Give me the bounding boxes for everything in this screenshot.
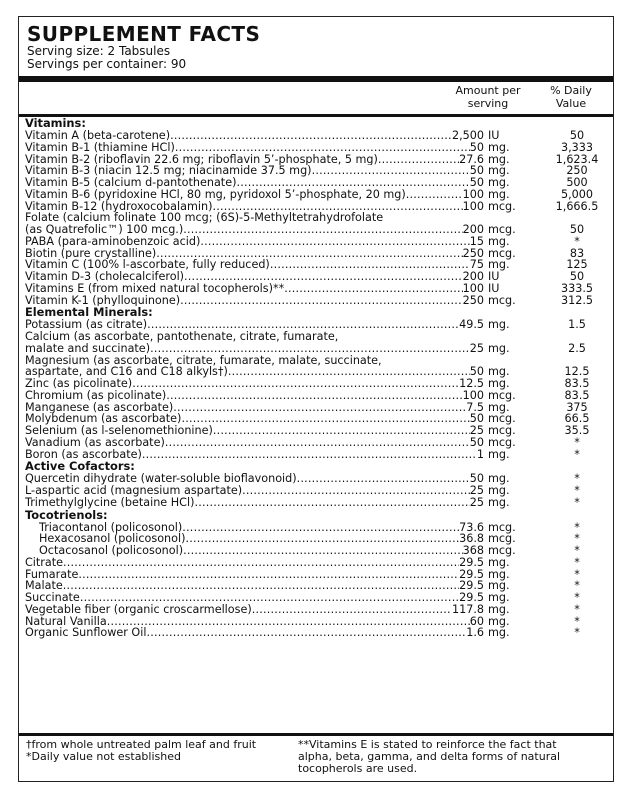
daily-value-percent: 1.5 [568,318,586,332]
nutrient-name-line [25,295,484,307]
daily-value-percent: 66.5 [564,412,590,426]
nutrient-name-line [25,224,484,236]
dot-leader [182,522,459,534]
nutrient-row [25,271,607,283]
nutrient-row [25,283,607,295]
amount-value: 25 [469,485,484,497]
amount-unit: mg. [488,555,510,569]
nutrient-name-line [25,259,484,271]
nutrient-name: Quercetin dihydrate (water-soluble bioflavonoid) [25,473,297,485]
daily-value-percent: 83.5 [564,388,590,402]
amount-unit: mg. [488,234,510,248]
nutrient-row [25,473,607,485]
facts-header [19,17,613,71]
dot-leader [173,402,466,414]
dot-leader [150,343,470,355]
dot-leader [142,449,477,461]
amount-unit: mg. [488,258,510,272]
nutrient-name: Vitamin B-5 (calcium d-pantothenate) [25,177,237,189]
nutrient-name: Chromium (as picolinate) [25,389,167,402]
amount-unit: mcg. [488,293,516,307]
amount-unit: mg. [488,579,510,593]
amount-value: 29.5 [459,568,484,581]
amount-unit: mg. [488,377,510,390]
nutrient-row [25,248,607,260]
nutrient-name-line [25,402,484,414]
daily-value-percent: 1,666.5 [555,199,599,213]
nutrient-row [25,485,607,497]
nutrient-row [25,413,607,425]
dot-leader [180,295,463,307]
nutrient-name-line [25,366,484,378]
daily-value-percent: 83 [569,246,585,260]
dot-leader [228,366,470,378]
amount-value: 100 [462,389,484,402]
daily-value-percent: * [574,544,580,557]
nutrient-name: Selenium (as l-selenomethionine) [25,425,213,437]
nutrient-name-line [25,142,484,154]
amount-unit: mg. [488,602,510,616]
amount-unit: mcg. [488,199,516,213]
dot-leader [284,283,462,295]
dot-leader [184,271,463,283]
nutrient-row [25,522,607,534]
nutrient-name: Vitamin B-1 (thiamine HCl) [25,141,175,154]
daily-value-percent: * [574,555,580,569]
nutrient-row [25,592,607,604]
daily-value-percent: * [574,614,580,628]
nutrient-name-line [25,580,484,592]
amount-value: 368 [462,545,484,557]
amount-value: 25 [469,425,484,437]
nutrient-name-line: Calcium (as ascorbate, pantothenate, citrate, fumarate, [25,330,339,343]
nutrient-name: (as Quatrefolic™) 100 mcg.) [25,224,184,236]
amount-unit: mg. [488,187,510,201]
dot-leader [107,616,470,628]
nutrient-name: Vitamin B-2 (riboflavin 22.6 mg; riboflavin 5’-phosphate, 5 mg) [25,153,378,166]
nutrient-name: Citrate [25,556,64,569]
daily-value-percent: 312.5 [560,293,594,307]
section-heading: Elemental Minerals: [25,305,153,320]
nutrient-name-line [25,557,484,569]
amount-value: 100 [462,200,484,213]
amount-value: 60 [469,615,484,628]
footer-divider [19,733,613,736]
nutrient-name: PABA (para-aminobenzoic acid) [25,235,201,248]
nutrient-name-line [25,283,484,295]
dot-leader [78,569,459,581]
nutrient-row [25,437,607,449]
amount-unit: mg. [488,341,510,355]
footnote-vitamin-e-line: **Vitamins E is stated to reinforce the fact that [298,738,557,751]
footnote-palm: †from whole untreated palm leaf and fruit [26,738,257,751]
amount-value: 25 [469,496,484,509]
nutrient-row [25,533,607,545]
nutrient-name: Vitamin C (100% l-ascorbate, fully reduced) [25,259,270,271]
dot-leader [312,165,470,177]
nutrient-name: Potassium (as citrate) [25,319,148,331]
nutrient-name-line [25,437,484,449]
daily-value-percent: * [574,435,580,449]
amount-value: 29.5 [459,580,484,592]
amount-unit: mcg. [488,532,516,546]
nutrient-name-line [25,627,484,639]
daily-value-percent: 3,333 [560,140,594,154]
daily-value-column-header: % Daily Value [550,84,592,110]
footnotes-left [26,739,286,763]
nutrient-name-line [25,271,484,283]
amount-unit: mg. [488,626,510,640]
daily-value-percent: * [574,484,580,497]
nutrient-name: Vitamin B-6 (pyridoxine HCl, 80 mg, pyridoxol 5’-phosphate, 20 mg) [25,188,406,201]
nutrient-name: Octacosanol (policosonol) [39,545,184,557]
servings-per-container: Servings per container: 90 [27,57,187,71]
daily-value-percent: * [574,447,580,461]
dot-leader [236,177,469,189]
nutrient-name: Natural Vanilla [25,615,107,628]
nutrient-row [25,259,607,271]
amount-unit: mg. [488,365,510,379]
nutrient-name-line [25,522,484,534]
footnotes-right [298,739,608,775]
nutrient-row [25,449,607,461]
supplement-facts-panel [18,16,614,782]
daily-value-percent: * [574,520,580,534]
nutrient-name: Manganese (as ascorbate) [25,401,174,414]
amount-value: 50 [469,413,484,425]
daily-value-percent: 250 [566,164,588,178]
nutrient-name-line [25,378,484,390]
nutrient-row [25,177,607,189]
dot-leader [200,236,469,248]
nutrient-name: Fumarate [25,568,79,581]
nutrient-name: Vanadium (as ascorbate) [25,436,165,449]
daily-value-percent: 125 [566,258,588,272]
dot-leader [185,533,459,545]
nutrient-name: Trimethylglycine (betaine HCl) [25,496,195,509]
section-heading: Active Cofactors: [25,459,135,474]
nutrient-row [25,604,607,616]
footnote-vitamin-e-line: tocopherols are used. [298,762,418,775]
amount-unit: mg. [488,472,510,486]
nutrient-name-line [25,165,484,177]
amount-value: 1.6 [466,627,484,639]
amount-unit: mg. [488,484,510,497]
amount-unit: mg. [488,140,510,154]
daily-value-percent: 500 [566,176,588,189]
dot-leader [80,592,459,604]
nutrient-row [25,355,607,379]
amount-value: 200 [462,271,484,283]
nutrient-name-line: Magnesium (as ascorbate, citrate, fumarate, malate, succinate, [25,353,382,367]
nutrient-row [25,497,607,509]
daily-value-percent: 50 [569,270,585,283]
amount-value: 1 [476,448,484,461]
nutrient-list [19,117,613,639]
nutrient-name-line [25,425,484,437]
amount-unit: mg. [488,400,510,414]
dot-leader [170,130,452,142]
amount-value: 12.5 [459,378,484,390]
nutrient-name: Malate [25,580,63,592]
amount-value: 117.8 [451,603,484,616]
nutrient-name-line [25,449,484,461]
amount-unit: mcg. [488,520,516,534]
nutrient-name: Molybdenum (as ascorbate) [25,413,182,425]
dot-leader [165,437,470,449]
amount-unit: mg. [488,176,510,189]
nutrient-name: Vitamin K-1 (phylloquinone) [25,294,181,307]
amount-unit: IU [488,270,500,283]
dot-leader [183,545,463,557]
dot-leader [270,259,470,271]
nutrient-row [25,189,607,201]
amount-unit: mcg. [488,544,516,557]
nutrient-name-line [25,497,484,509]
nutrient-row [25,212,607,236]
amount-unit: IU [488,281,500,295]
dot-leader [132,378,459,390]
amount-value: 29.5 [459,556,484,569]
amount-unit: IU [488,129,500,142]
nutrient-name-line [25,592,484,604]
daily-value-percent: 50 [569,223,585,236]
daily-value-percent: * [574,495,580,509]
nutrient-row [25,616,607,628]
daily-value-percent: 35.5 [564,424,590,437]
dot-leader [156,248,462,260]
daily-value-percent: * [574,472,580,486]
nutrient-name-line [25,130,484,142]
nutrient-name-line [25,177,484,189]
column-header [19,82,613,114]
amount-value: 7.5 [466,401,484,414]
amount-value: 250 [462,247,484,260]
nutrient-name: malate and succinate) [25,342,151,355]
dot-leader [242,485,470,497]
nutrient-name: Succinate [25,592,80,604]
nutrient-row [25,402,607,414]
amount-value: 15 [469,235,484,248]
nutrient-row [25,236,607,248]
nutrient-row [25,165,607,177]
amount-value: 50 [469,177,484,189]
nutrient-name-line [25,189,484,201]
nutrient-name: Boron (as ascorbate) [25,448,142,461]
nutrient-name-line [25,569,484,581]
amount-column-header: Amount per serving [455,84,521,110]
nutrient-name: Vitamin B-3 (niacin 12.5 mg; niacinamide 37.5 mg) [25,165,312,177]
serving-size: Serving size: 2 Tabsules [27,44,171,58]
amount-value: 250 [462,294,484,307]
dot-leader [194,497,469,509]
dot-leader [175,142,470,154]
section-heading: Vitamins: [25,116,86,130]
amount-unit: mg. [488,318,510,332]
amount-value: 100 [462,282,484,295]
amount-value: 100 [462,188,484,201]
amount-value: 50 [469,165,484,177]
daily-value-percent: * [574,602,580,616]
nutrient-name: Biotin (pure crystalline) [25,247,157,260]
amount-unit: mcg. [488,424,516,437]
amount-value: 200 [462,224,484,236]
daily-value-percent: * [574,567,580,581]
daily-value-percent: * [574,626,580,640]
amount-unit: mg. [488,614,510,628]
nutrient-name-line [25,413,484,425]
nutrient-row [25,130,607,142]
nutrient-name: aspartate, and C16 and C18 alkyls†) [25,366,228,378]
daily-value-percent: * [574,532,580,546]
nutrient-name: Vitamin D-3 (cholecalciferol) [25,271,185,283]
dot-leader [406,189,463,201]
amount-value: 50 [469,366,484,378]
nutrient-name-line [25,473,484,485]
dot-leader [166,390,462,402]
dot-leader [63,580,459,592]
nutrient-name: Vitamin B-12 (hydroxocobalamin) [25,200,213,213]
section-heading: Tocotrienols: [25,507,108,522]
nutrient-name-line [25,390,484,402]
amount-value: 2,500 [451,130,484,142]
amount-value: 29.5 [459,592,484,604]
nutrient-name-line [25,154,484,166]
amount-value: 49.5 [459,319,484,331]
nutrient-name: Triacontanol (policosonol) [39,521,183,534]
dot-leader [378,154,459,166]
dot-leader [297,473,470,485]
nutrient-name: L-aspartic acid (magnesium aspartate) [25,485,243,497]
amount-value: 73.6 [459,521,484,534]
amount-value: 27.6 [459,153,484,166]
nutrient-row [25,390,607,402]
nutrient-row [25,331,607,355]
daily-value-percent: 12.5 [564,365,590,379]
nutrient-name: Vegetable fiber (organic croscarmellose) [25,603,252,616]
amount-unit: mcg. [488,388,516,402]
daily-value-percent: 333.5 [560,281,594,295]
nutrient-row [25,627,607,639]
amount-value: 25 [469,342,484,355]
nutrient-name-line [25,248,484,260]
nutrient-name-line [25,533,484,545]
daily-value-percent: 5,000 [560,187,594,201]
dot-leader [213,425,470,437]
nutrient-name-line: Folate (calcium folinate 100 mcg; (6S)-5-Methyltetrahydrofolate [25,211,384,225]
nutrient-name: Organic Sunflower Oil [25,627,147,639]
amount-unit: mg. [488,447,510,461]
nutrient-name-line [25,343,484,355]
nutrient-name-line [25,545,484,557]
nutrient-name-line [25,485,484,497]
daily-value-percent: 375 [566,400,588,414]
footnote-daily-value: *Daily value not established [26,750,181,763]
daily-value-percent: 50 [569,129,585,142]
nutrient-name: Zinc (as picolinate) [25,378,133,390]
amount-unit: mcg. [488,246,516,260]
daily-value-percent: 1,623.4 [555,152,599,166]
nutrient-name: Vitamins E (from mixed natural tocopherols)** [25,282,285,295]
dot-leader [146,627,466,639]
daily-value-percent: * [574,591,580,604]
daily-value-percent: 83.5 [564,377,590,390]
dot-leader [183,224,462,236]
amount-unit: mcg. [488,435,516,449]
nutrient-row [25,580,607,592]
nutrient-row [25,378,607,390]
daily-value-percent: 2.5 [568,341,586,355]
panel-title: SUPPLEMENT FACTS [27,22,261,46]
nutrient-row [25,142,607,154]
amount-value: 50 [469,473,484,485]
amount-value: 50 [469,141,484,154]
nutrient-row [25,545,607,557]
nutrient-name: Vitamin A (beta-carotene) [25,130,171,142]
nutrient-name-line [25,616,484,628]
amount-unit: mcg. [488,412,516,426]
nutrient-row [25,425,607,437]
amount-unit: mg. [488,567,510,581]
dot-leader [252,604,452,616]
amount-value: 36.8 [459,533,484,545]
dot-leader [181,413,469,425]
dot-leader [63,557,459,569]
daily-value-percent: * [574,579,580,593]
amount-value: 50 [469,436,484,449]
daily-value-percent: * [574,234,580,248]
nutrient-name-line [25,604,484,616]
amount-unit: mcg. [488,223,516,236]
nutrient-row [25,557,607,569]
nutrient-row [25,569,607,581]
footnote-vitamin-e-line: alpha, beta, gamma, and delta forms of natural [298,750,561,763]
amount-unit: mg. [488,164,510,178]
nutrient-name: Hexacosanol (policosonol) [39,533,186,545]
amount-value: 75 [469,259,484,271]
amount-unit: mg. [488,591,510,604]
nutrient-row [25,295,607,307]
nutrient-row [25,154,607,166]
amount-unit: mg. [488,152,510,166]
nutrient-name-line [25,236,484,248]
amount-unit: mg. [488,495,510,509]
